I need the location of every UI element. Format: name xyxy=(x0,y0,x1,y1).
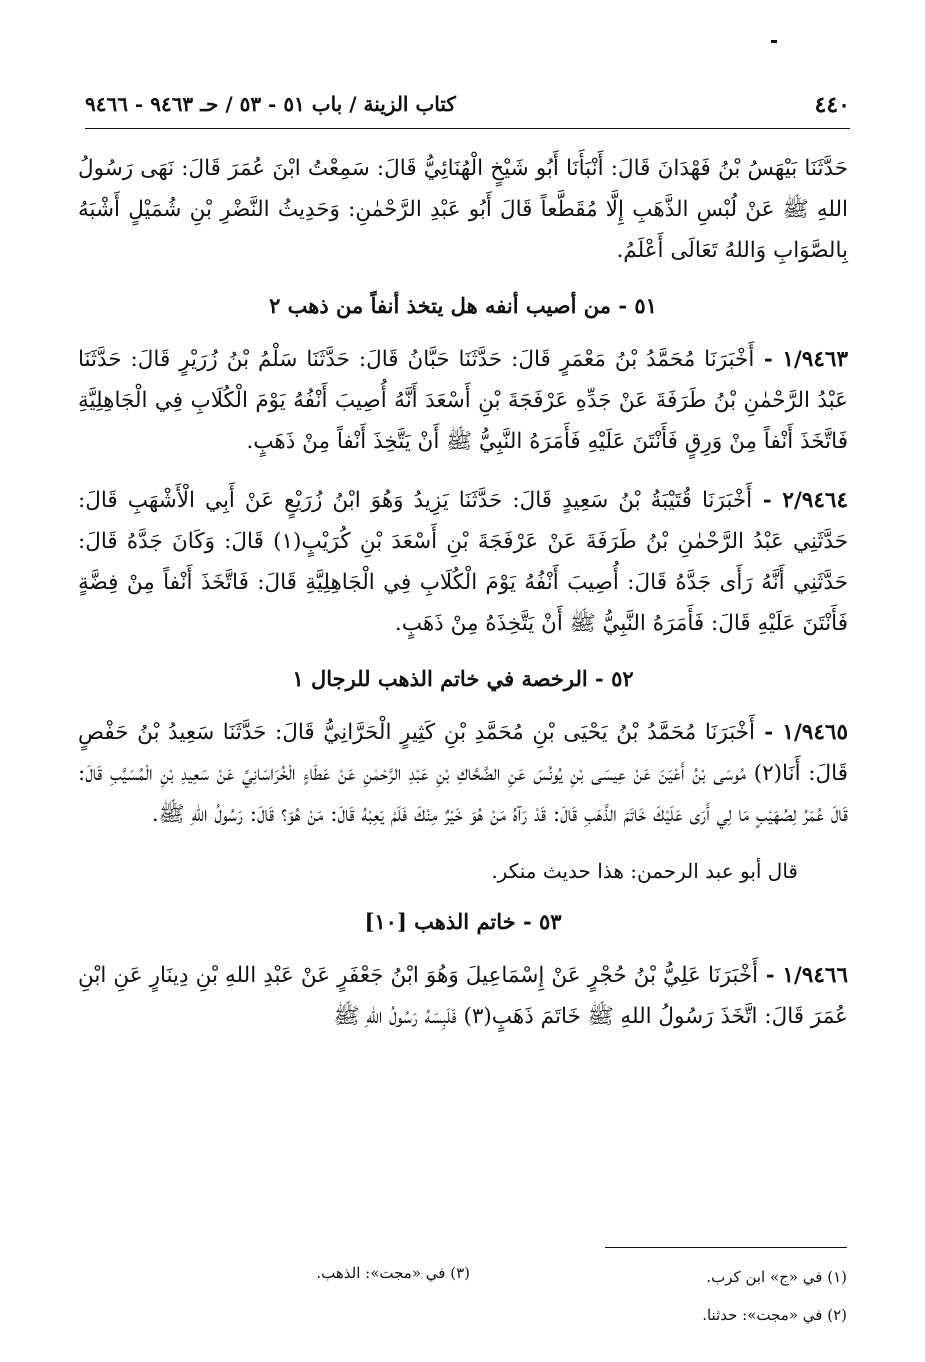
footnote-3: (٣) في «مجت»: الذهب. xyxy=(316,1264,470,1282)
hadith-text: أَخْبَرَنَا عَلِيُّ بْنُ حُجْرٍ عَنْ إِسْمَاعِيلَ وَهُوَ ابْنُ جَعْفَرٍ عَنْ عَبْدِ اللهِ بْنِ دِينَارٍ عَنِ ابْنِ عُمَرَ قَالَ: اتَّخَذَ رَسُولُ اللهِ ﷺ خَاتَمَ ذَهَبٍ(٣) فَلَبِسَهُ رَسُولُ اللهِ ﷺ xyxy=(78,963,848,1029)
hadith-text: أَخْبَرَنَا قُتَيْبَةُ بْنُ سَعِيدٍ قَالَ: حَدَّثَنَا يَزِيدُ وَهُوَ ابْنُ زُرَيْعٍ عَنْ أَبِي الْأَشْهَبِ قَالَ: حَدَّثَنِي عَبْدُ الرَّحْمٰنِ بْنُ طَرَفَةَ عَنْ عَرْفَجَةَ بْنِ أَسْعَدَ بْنِ كُرَيْبٍ(١) قَالَ: وَكَانَ جَدَّهُ قَالَ: حَدَّثَنِي أَنَّهُ رَأَى جَدَّهُ قَالَ: أُصِيبَ أَنْفُهُ يَوْمَ الْكُلَابِ فِي الْجَاهِلِيَّةِ قَالَ: فَاتَّخَذَ أَنْفاً مِنْ فِضَّةٍ فَأَنْتَنَ عَلَيْهِ قَالَ: فَأَمَرَهُ النَّبِيُّ ﷺ أَنْ يَتَّخِذَهُ مِنْ ذَهَبٍ. xyxy=(78,488,848,636)
page-number: ٤٤٠ xyxy=(814,92,850,118)
footnote-1: (١) في «ج» ابن كرب. xyxy=(706,1268,847,1286)
hadith-number: ١/٩٤٦٣ - xyxy=(754,347,848,372)
hadith-9463 xyxy=(78,339,848,462)
hadith-text: أَخْبَرَنَا مُحَمَّدُ بْنُ مَعْمَرٍ قَالَ: حَدَّثَنَا حَبَّانُ قَالَ: حَدَّثَنَا سَلْمُ بْنُ زُرَيْرٍ قَالَ: حَدَّثَنَا عَبْدُ الرَّحْمٰنِ بْنُ طَرَفَةَ عَنْ جَدِّهِ عَرْفَجَةَ بْنِ أَسْعَدَ أَنَّهُ أُصِيبَ أَنْفُهُ يَوْمَ الْكُلَابِ فِي الْجَاهِلِيَّةِ فَاتَّخَذَ أَنْفاً مِنْ وَرِقٍ فَأَنْتَنَ عَلَيْهِ فَأَمَرَهُ النَّبِيُّ ﷺ أَنْ يَتَّخِذَ أَنْفاً مِنْ ذَهَبٍ. xyxy=(78,347,848,454)
page-body xyxy=(78,148,848,1055)
author-comment: قال أبو عبد الرحمن: هذا حديث منكر. xyxy=(491,859,798,883)
hadith-text: أَخْبَرَنَا مُحَمَّدُ بْنُ يَحْيَى بْنِ مُحَمَّدِ بْنِ كَثِيرٍ الْحَرَّانِيُّ قَالَ: حَدَّثَنَا سَعِيدُ بْنُ حَفْصٍ قَالَ: أَنَا(٢) مُوسَى بْنُ أَعْيَنَ عَنْ عِيسَى بْنِ يُونُسَ عَنِ الضَّحَّاكِ بْنِ عَبْدِ الرَّحْمٰنِ عَنْ عَطَاءٍ الْخُرَاسَانِيِّ عَنْ سَعِيدِ بْنِ الْمُسَيَّبِ قَالَ: قَالَ عُمَرُ لِصُهَيْبٍ مَا لِي أَرَى عَلَيْكَ خَاتَمَ الذَّهَبِ قَالَ: قَدْ رَآهُ مَنْ هُوَ خَيْرٌ مِنْكَ فَلَمْ يَعِبْهُ قَالَ: مَنْ هُوَ؟ قَالَ: رَسُولُ اللهِ ﷺ. xyxy=(78,720,848,827)
footnote-2: (٢) في «مجت»: حدثنا. xyxy=(702,1306,847,1324)
ink-mark xyxy=(771,40,777,43)
chapter-heading-53: ٥٣ - خاتم الذهب [١٠] xyxy=(364,909,562,934)
running-title: كتاب الزينة / باب ٥١ - ٥٣ / حـ ٩٤٦٣ - ٩٤٦٦ xyxy=(85,92,456,116)
hadith-number: ١/٩٤٦٥ - xyxy=(754,720,848,745)
hadith-9464 xyxy=(78,480,848,644)
hadith-9465 xyxy=(78,712,848,835)
chapter-heading-52: ٥٢ - الرخصة في خاتم الذهب للرجال ١ xyxy=(292,666,634,691)
hadith-number: ١/٩٤٦٦ - xyxy=(758,963,848,988)
chapter-heading-51: ٥١ - من أصيب أنفه هل يتخذ أنفاً من ذهب ٢ xyxy=(269,293,657,318)
hadith-number: ٢/٩٤٦٤ - xyxy=(752,488,848,513)
hadith-9466 xyxy=(78,955,848,1037)
page-header xyxy=(85,88,850,129)
paragraph-continuation: حَدَّثَنَا بَيْهَسُ بْنُ فَهْدَانَ قَالَ: أَنْبَأَنَا أَبُو شَيْخٍ الْهُنَائِيُّ قَالَ: سَمِعْتُ ابْنَ عُمَرَ قَالَ: نَهَى رَسُولُ اللهِ ﷺ عَنْ لُبْسِ الذَّهَبِ إِلَّا مُقَطَّعاً قَالَ أَبُو عَبْدِ الرَّحْمٰنِ: وَحَدِيثُ النَّضْرِ بْنِ شُمَيْلٍ أَشْبَهُ بِالصَّوَابِ وَاللهُ تَعَالَى أَعْلَمُ. xyxy=(78,156,848,263)
footnote-separator xyxy=(605,1247,847,1248)
